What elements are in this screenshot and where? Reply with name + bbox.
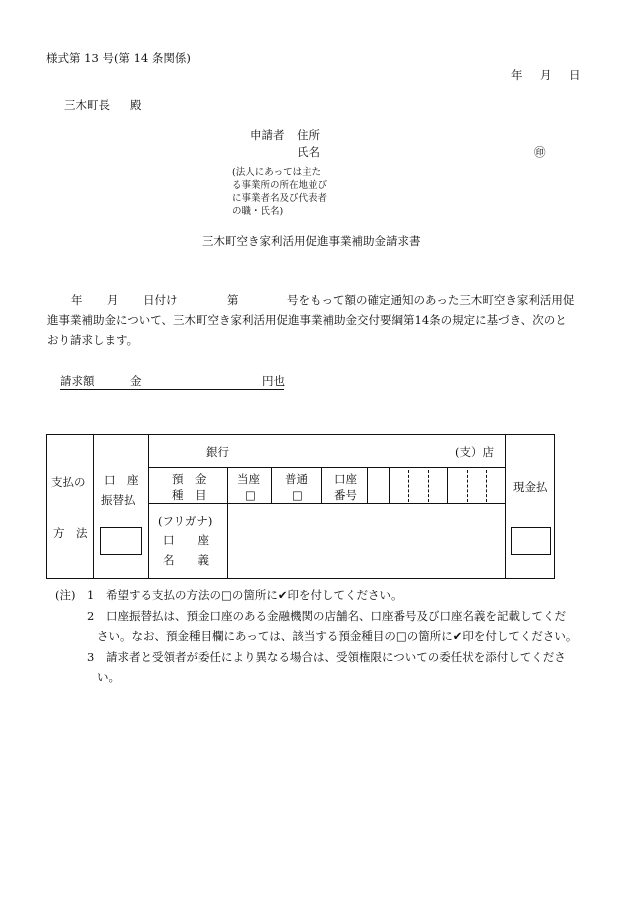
applicant-note-line: る事業所の所在地並び [232,180,328,191]
note-text: 希望する支払の方法の□の箇所に✔印を付してください。 [106,588,403,602]
transfer-label: 振替払 [101,493,136,507]
body-year: 年 [71,293,83,307]
branch-label: (支）店 [455,445,494,459]
touza-label: 当座 [237,472,260,486]
futsu-label: 普通 [285,472,308,486]
applicant-label: 申請者 [250,128,285,142]
applicant-note-line: の職・氏名) [232,206,284,217]
date-month-label: 月 [540,68,552,82]
note-number: 2 [87,609,95,623]
futsu-checkbox[interactable]: □ [292,488,303,502]
applicant-note-line: に事業者名及び代表者 [232,193,328,204]
notes-prefix: (注) [55,588,76,602]
amount-unit: 円也 [262,374,285,388]
note-text: さい。なお、預金種目欄にあっては、該当する預金種目の□の箇所に✔印を付してください。 [97,629,578,643]
bank-label: 銀行 [206,445,229,459]
form-number: 様式第 13 号(第 14 条関係) [46,51,191,65]
note-number: 3 [87,650,95,664]
cash-label: 現金払 [513,480,548,494]
body-line3: おり請求します。 [47,333,139,347]
addressee-name: 三木町長 [64,98,110,112]
account-holder-label: 名 義 [163,553,209,567]
transfer-label: 口 座 [104,473,139,487]
deposit-type-label: 種 目 [172,488,207,502]
cash-checkbox[interactable] [511,527,551,555]
address-label: 住所 [297,128,320,142]
touza-checkbox[interactable]: □ [245,488,256,502]
deposit-type-label: 預 金 [172,472,207,486]
applicant-note-line: (法人にあっては主た [232,167,322,178]
body-line1-text: 号をもって額の確定通知のあった三木町空き家利活用促 [287,293,575,307]
amount-kin: 金 [130,374,142,388]
note-text: 口座振替払は、預金口座のある金融機関の店舗名、口座番号及び口座名義を記載してくだ [106,609,566,623]
method-label: 支払の [51,475,86,489]
method-label: 方 法 [53,526,88,540]
transfer-checkbox[interactable] [100,527,142,555]
body-line2: 進事業補助金について、三木町空き家利活用促進事業補助金交付要綱第14条の規定に基づき、次のと [47,313,567,327]
date-day-label: 日 [569,68,581,82]
body-month: 月 [107,293,119,307]
note-number: 1 [87,588,95,602]
body-dai: 第 [227,293,239,307]
body-dated: 日付け [143,293,178,307]
addressee-honorific: 殿 [130,98,142,112]
account-number-label: 口座 [334,472,357,486]
note-text: 請求者と受領者が委任により異なる場合は、受領権限についての委任状を添付してくださ [106,650,566,664]
document-title: 三木町空き家利活用促進事業補助金請求書 [202,234,421,248]
furigana-label: (フリガナ) [158,514,213,528]
date-year-label: 年 [511,68,523,82]
note-text: い。 [97,670,120,684]
name-label: 氏名 [297,145,320,159]
account-number-label: 番号 [334,488,357,502]
seal-mark: ㊞ [534,145,546,159]
account-holder-label: 口 座 [163,533,209,547]
amount-label: 請求額 [60,374,95,388]
